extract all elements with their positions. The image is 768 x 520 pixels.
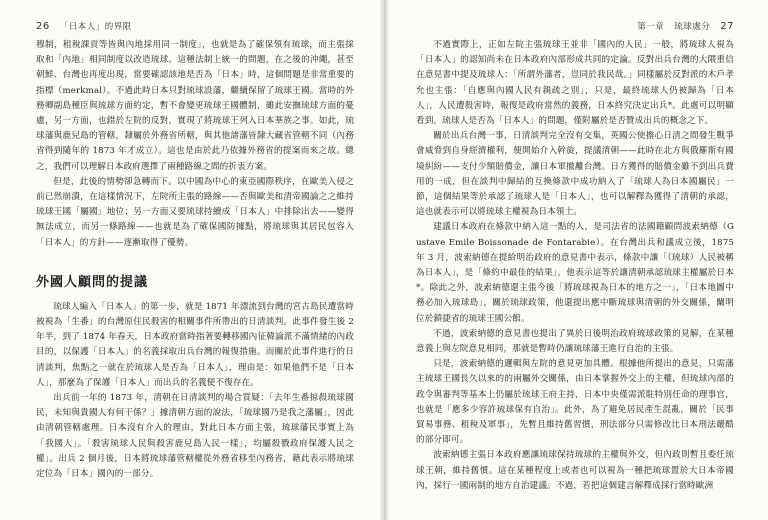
left-paragraph-3: 琉球人編入「日本人」的第一步，就是 1871 年漂流到台灣的宮古島民遭當時被視為「生番」的台灣原住民殺害的相關事件所帶出的日清談判。此事件發生後 2 年半，到了 1874 年春天，日本政府當時指著要轉移國內征韓論派不滿情緒的內政目的，以保護「日本人」的名義採取出兵台灣的報復措施。而關於此事件進行的日清談判，焦點之一就在於琉球人是否為「日本人」，理由是：如果他們不是「日本人」，那麼為了保護「日本人」而出兵的名義便不復存在。: [36, 301, 354, 388]
left-paragraph-2: 但是，此後的情勢卻急轉而下。以中國為中心的東亞國際秩序，在歐美入侵之前已然崩潰，在這樣情況下，左院所主張的路線——否與歐美和清帝國論之之維持琉球王國「屬國」地位；另一方面又要琉球持續成「日本人」中排除出去——變得無法成立，而另一條路線——也就是為了確保國防據點，將琉球與其居民包容入「日本人」的方針——逐漸取得了優勢。: [36, 176, 354, 248]
right-paragraph-2: 關於出兵台灣一事，日清談判完全沒有交集，英國公使擔心日清之間發生戰爭會威脅到自身經濟權利，便開始介入幹旋，提議清朝——此時在北方與俄羅斯有國境糾紛——支付少額賠償金，讓日本軍撤離台灣。日方獲得的賠償金雖不到出兵費用的一成，但在談判中歸結的互換條款中成功納入了「琉球人為日本國屬民」一節，這個結果等於承認了琉球人是「日本人」，也可以解釋為獲得了清朝的承認，這也就表示可以將琉球主權視為日本領土。: [416, 131, 734, 218]
right-running-title: 琉球處分: [674, 22, 711, 32]
left-running-title: 「日本人」的界限: [59, 22, 132, 32]
right-page: [384, 0, 768, 520]
book-gutter: [380, 0, 388, 520]
right-page-number: 27: [720, 21, 734, 32]
right-paragraph-3: 建議日本政府在條款中納入這一點的人，是司法省的法國籍顧問波索納德（Gustave Emile Boissonade de Fontarabie）。在台灣出兵和議成立後，1875 年 3 月，波索納德在提給明治政府的意見書中表示，條款中讓「（琉球）人民被稱為日本人」，是「條約中最佳的結果」，他表示這等於讓清朝承認琉球主權屬於日本*。除此之外，波索納德還主張今後「將琉球視為日本的地方之一」，「日本地圖中務必加入琉球島」，關於琉球政策，他還提出應中斷琉球與清朝的外交關係，闡明位於鎖捷省的琉球王國公館。: [416, 222, 734, 324]
right-paragraph-4: 不過，波索納德的意見書也提出了異於日後明治政府琉球政策的見解，在某種意義上與左院意見相同，那就是暫時仍讓琉球藩王進行自治的主張。: [416, 328, 734, 355]
section-heading: 外國人顧問的提議: [36, 274, 149, 290]
right-running-head: [416, 0, 734, 38]
chapter-label: 第一章: [637, 22, 665, 32]
left-paragraph-4: 出兵前一年的 1873 年，清朝在日清談判的場合質疑：「去年生番掠殺琉球國民，未知與貴國人有何干係？」據清朝方面的說法，「琉球國乃是我之藩屬」，因此由清朝管轄處理。日本沒有介入的理由，對此日本方面主張，琉球藩民事實上為「我國人」。「殺害琉球人民與殺害鹿兒島人民一樣」，均屬殺戮政府保護人民之權」。出兵 2 個月後，日本將琉球藩管轄權從外務省移至內務省，藉此表示將琉球定位為「日本」國內的一部分。: [36, 393, 354, 480]
right-paragraph-6: 波索納德主張日本政府應讓琉球保持琉球的主權與外交，但內政則暫且委任琉球王朝，維持舊慣。這在某種程度上或者也可以視為一種把琉球置於大日本帝國內，採行一國兩制的地方自治建議。不過，若把這個建言解釋成採行當時歐洲: [416, 450, 734, 491]
left-running-head: [36, 0, 354, 38]
left-page-number: 26: [36, 21, 50, 32]
left-paragraph-1: 穆制，租稅課貢等皆與內地採用同一制度」，也就是為了確保領有琉球，而主張採取和「內地」相同制度以改造琉球。這種法制上統一的問題，在之後的沖繩，甚至朝鮮、台灣也再度出現，當要確認該地是否為「日本」時，這個問題是非常重要的指標（merkmal）。不過此時日本只對琉球設藩，繼續保留了琉球王國。當時的外務卿副島種臣與琉球方面約定，暫不會變更琉球王國體制，雖此安撫琉球方面的憂慮，另一方面，也錯於左院的反對，實現了將琉球王列入日本華族之事。如此，琉球藩與鹿兒島的管轄，隸屬於外務省所轄，與其他諸藩皆隸大藏省管轄不同（內務省得到隨年的 1873 年才成立）。這也是由於此乃依據外務省的提案而來之故。總之，我們可以理解日本政府選擇了兩種路線之間的折衷方案。: [36, 40, 354, 172]
right-paragraph-5: 只是，波索納德的邏輯與左院的意見更加具體。根據他所提出的意見，只需藩主琉球王國長久以來的的兩屬外交關係，由日本掌握外交上的主權，但琉球內部的政令與審判等基本上仍屬於琉球王府主持，日本中央僅需派駐特別任命的理事官，也就是「應多少容許琉球保有自治」。此外，為了避免居民產生混亂，關於「民事貿易事務、租稅及軍事」，先暫且維持舊習慣，刑法部分只需修改比日本刑法嚴酷的部分即可。: [416, 359, 734, 446]
right-paragraph-1: 不過實際上，正如左院主張琉球王並非「國內的人民」一般，將琉球人視為「日本人」的認知尚未在日本政府內部形成共同的定論。反對出兵台灣的大隈重信在意見書中提及琉球人：「所謂外藩者，豈同於我民哉。」同樣屬於反對派的木戶孝允也主張：「自應與內國人民有親疏之別」，只是，最終琉球人仍被歸為「日本人」，人民遭殺害時，報復是政府當然的義務，日本終究決定出兵*。此處可以明顯看到，琉球人是否為「日本人」的問題，僅附屬於是否贊成出兵的概念之下。: [416, 40, 734, 127]
